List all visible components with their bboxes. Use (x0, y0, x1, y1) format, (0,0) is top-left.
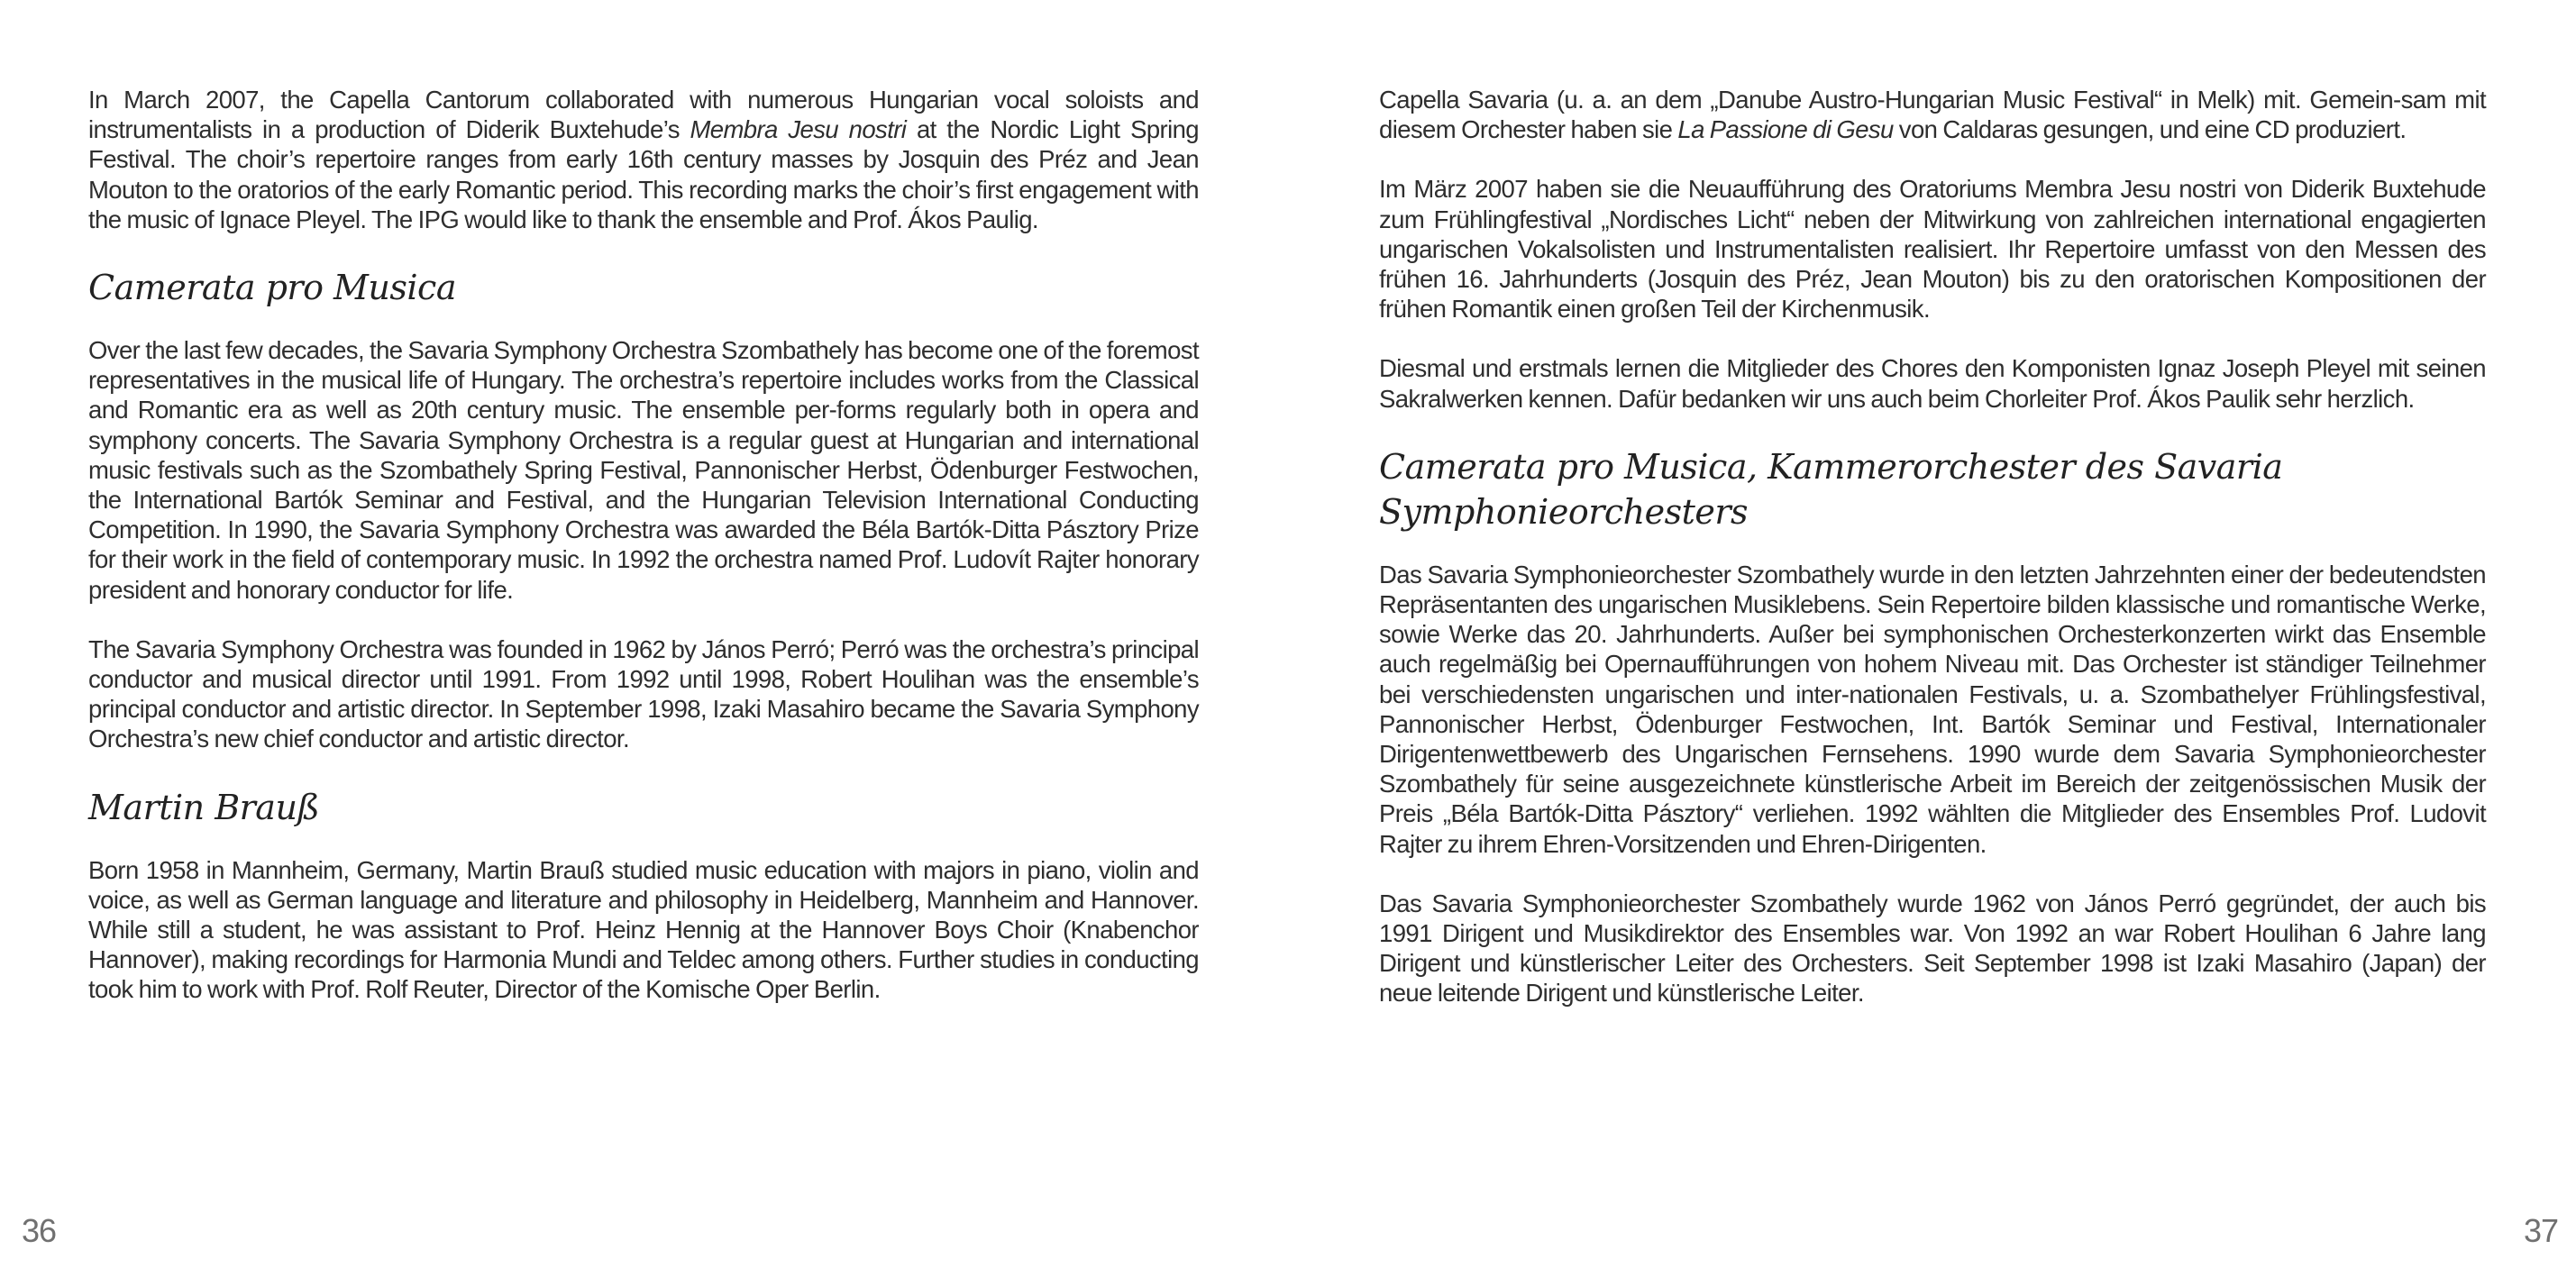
right-paragraph-1-text-a: Capella Savaria (u. a. an dem „Danube Austro-Hungarian Music Festival“ in Melk) mit. Gemein-sam mit diesem Orchester haben sie (1379, 86, 2486, 144)
left-paragraph-1-text-a: In March 2007, the Capella Cantorum collaborated with numerous Hungarian vocal soloists and instrumentalists in a production of Diderik Buxtehude’s (88, 86, 1199, 144)
right-paragraph-1-italic-title: La Passione di Gesu (1677, 115, 1894, 144)
right-paragraph-5: Das Savaria Symphonieorchester Szombathely wurde 1962 von János Perró gegründet, der auch bis 1991 Dirigent und Musikdirektor des Ensembles war. Von 1992 an war Robert Houlihan 6 Jahre lang Dirigent und künstlerischer Leiter des Orchesters. Seit September 1998 ist Izaki Masahiro (Japan) der neue leitende Dirigent und künstlerische Leiter. (1379, 889, 2486, 1008)
heading-martin-brauss: Martin Brauß (88, 787, 320, 827)
page-number-right: 37 (2524, 1212, 2559, 1249)
right-page (1288, 0, 2576, 1277)
left-column (88, 85, 1199, 1035)
right-paragraph-2: Im März 2007 haben sie die Neuaufführung des Oratoriums Membra Jesu nostri von Diderik Buxtehude zum Frühlingfestival „Nordisches Licht“ neben der Mitwirkung von zahlreichen international engagierten ungarischen Vokalsolisten und Instrumentalisten realisiert. Ihr Repertoire umfasst von den Messen des frühen 16. Jahrhunderts (Josquin des Préz, Jean Mouton) bis zu den oratorischen Kompositionen der frühen Romantik einen großen Teil der Kirchenmusik. (1379, 175, 2486, 324)
right-paragraph-3: Diesmal und erstmals lernen die Mitglieder des Chores den Komponisten Ignaz Joseph Pleyel mit seinen Sakralwerken kennen. Dafür bedanken wir uns auch beim Chorleiter Prof. Ákos Paulik sehr herzlich. (1379, 354, 2486, 413)
left-paragraph-4: Born 1958 in Mannheim, Germany, Martin Brauß studied music education with majors in piano, violin and voice, as well as German language and literature and philosophy in Heidelberg, Mannheim and Hannover. While still a student, he was assistant to Prof. Heinz Hennig at the Hannover Boys Choir (Knabenchor Hannover), making recordings for Harmonia Mundi and Teldec among others. Further studies in conducting took him to work with Prof. Rolf Reuter, Director of the Komische Oper Berlin. (88, 855, 1199, 1004)
page-number-left: 36 (22, 1212, 57, 1249)
right-paragraph-1 (1379, 85, 2486, 144)
right-paragraph-4: Das Savaria Symphonieorchester Szombathely wurde in den letzten Jahrzehnten einer der bedeutendsten Repräsentanten des ungarischen Musiklebens. Sein Repertoire bilden klassische und romantische Werke, sowie Werke das 20. Jahrhunderts. Außer bei symphonischen Orchesterkonzerten wirkt das Ensemble auch regelmäßig bei Opernaufführungen von hohem Niveau mit. Das Orchester ist ständiger Teilnehmer bei verschiedensten ungarischen und inter-nationalen Festivals, u. a. Szombathelyer Frühlingsfestival, Pannonischer Herbst, Ödenburger Festwochen, Int. Bartók Seminar und Festival, Internationaler Dirigentenwettbewerb des Ungarischen Fernsehens. 1990 wurde dem Savaria Symphonieorchester Szombathely für seine ausgezeichnete künstlerische Arbeit im Bereich der zeitgenössischen Musik der Preis „Béla Bartók-Ditta Pásztory“ verliehen. 1992 wählten die Mitglieder des Ensembles Prof. Ludovit Rajter zu ihrem Ehren-Vorsitzenden und Ehren-Dirigenten. (1379, 560, 2486, 858)
left-paragraph-1-text-b: at the Nordic Light Spring Festival. The choir’s repertoire ranges from early 16th century masses by Josquin des Préz and Jean Mouton to the oratorios of the early Romantic period. This recording marks the choir’s first engagement with the music of Ignace Pleyel. The IPG would like to thank the ensemble and Prof. Ákos Paulig. (88, 115, 1199, 233)
right-paragraph-1-text-b: von Caldaras gesungen, und eine CD produziert. (1893, 115, 2407, 144)
left-paragraph-3: The Savaria Symphony Orchestra was founded in 1962 by János Perró; Perró was the orchestra’s principal conductor and musical director until 1991. From 1992 until 1998, Robert Houlihan was the ensemble’s principal conductor and artistic director. In September 1998, Izaki Masahiro became the Savaria Symphony Orchestra’s new chief conductor and artistic director. (88, 634, 1199, 753)
left-paragraph-2: Over the last few decades, the Savaria Symphony Orchestra Szombathely has become one of the foremost representatives in the musical life of Hungary. The orchestra’s repertoire includes works from the Classical and Romantic era as well as 20th century music. The ensemble per-forms regularly both in opera and symphony concerts. The Savaria Symphony Orchestra is a regular guest at Hungarian and international music festivals such as the Szombathely Spring Festival, Pannonischer Herbst, Ödenburger Festwochen, the International Bartók Seminar and Festival, and the Hungarian Television International Conducting Competition. In 1990, the Savaria Symphony Orchestra was awarded the Béla Bartók-Ditta Pásztory Prize for their work in the field of contemporary music. In 1992 the orchestra named Prof. Ludovít Rajter honorary president and honorary conductor for life. (88, 336, 1199, 604)
heading-camerata-kammerorchester: Camerata pro Musica, Kammerorchester des Savaria Symphonieorchesters (1379, 446, 2283, 532)
left-paragraph-1-italic-title: Membra Jesu nostri (690, 115, 907, 144)
right-column (1379, 85, 2486, 1038)
heading-camerata-pro-musica: Camerata pro Musica (88, 268, 456, 308)
left-paragraph-1 (88, 85, 1199, 234)
